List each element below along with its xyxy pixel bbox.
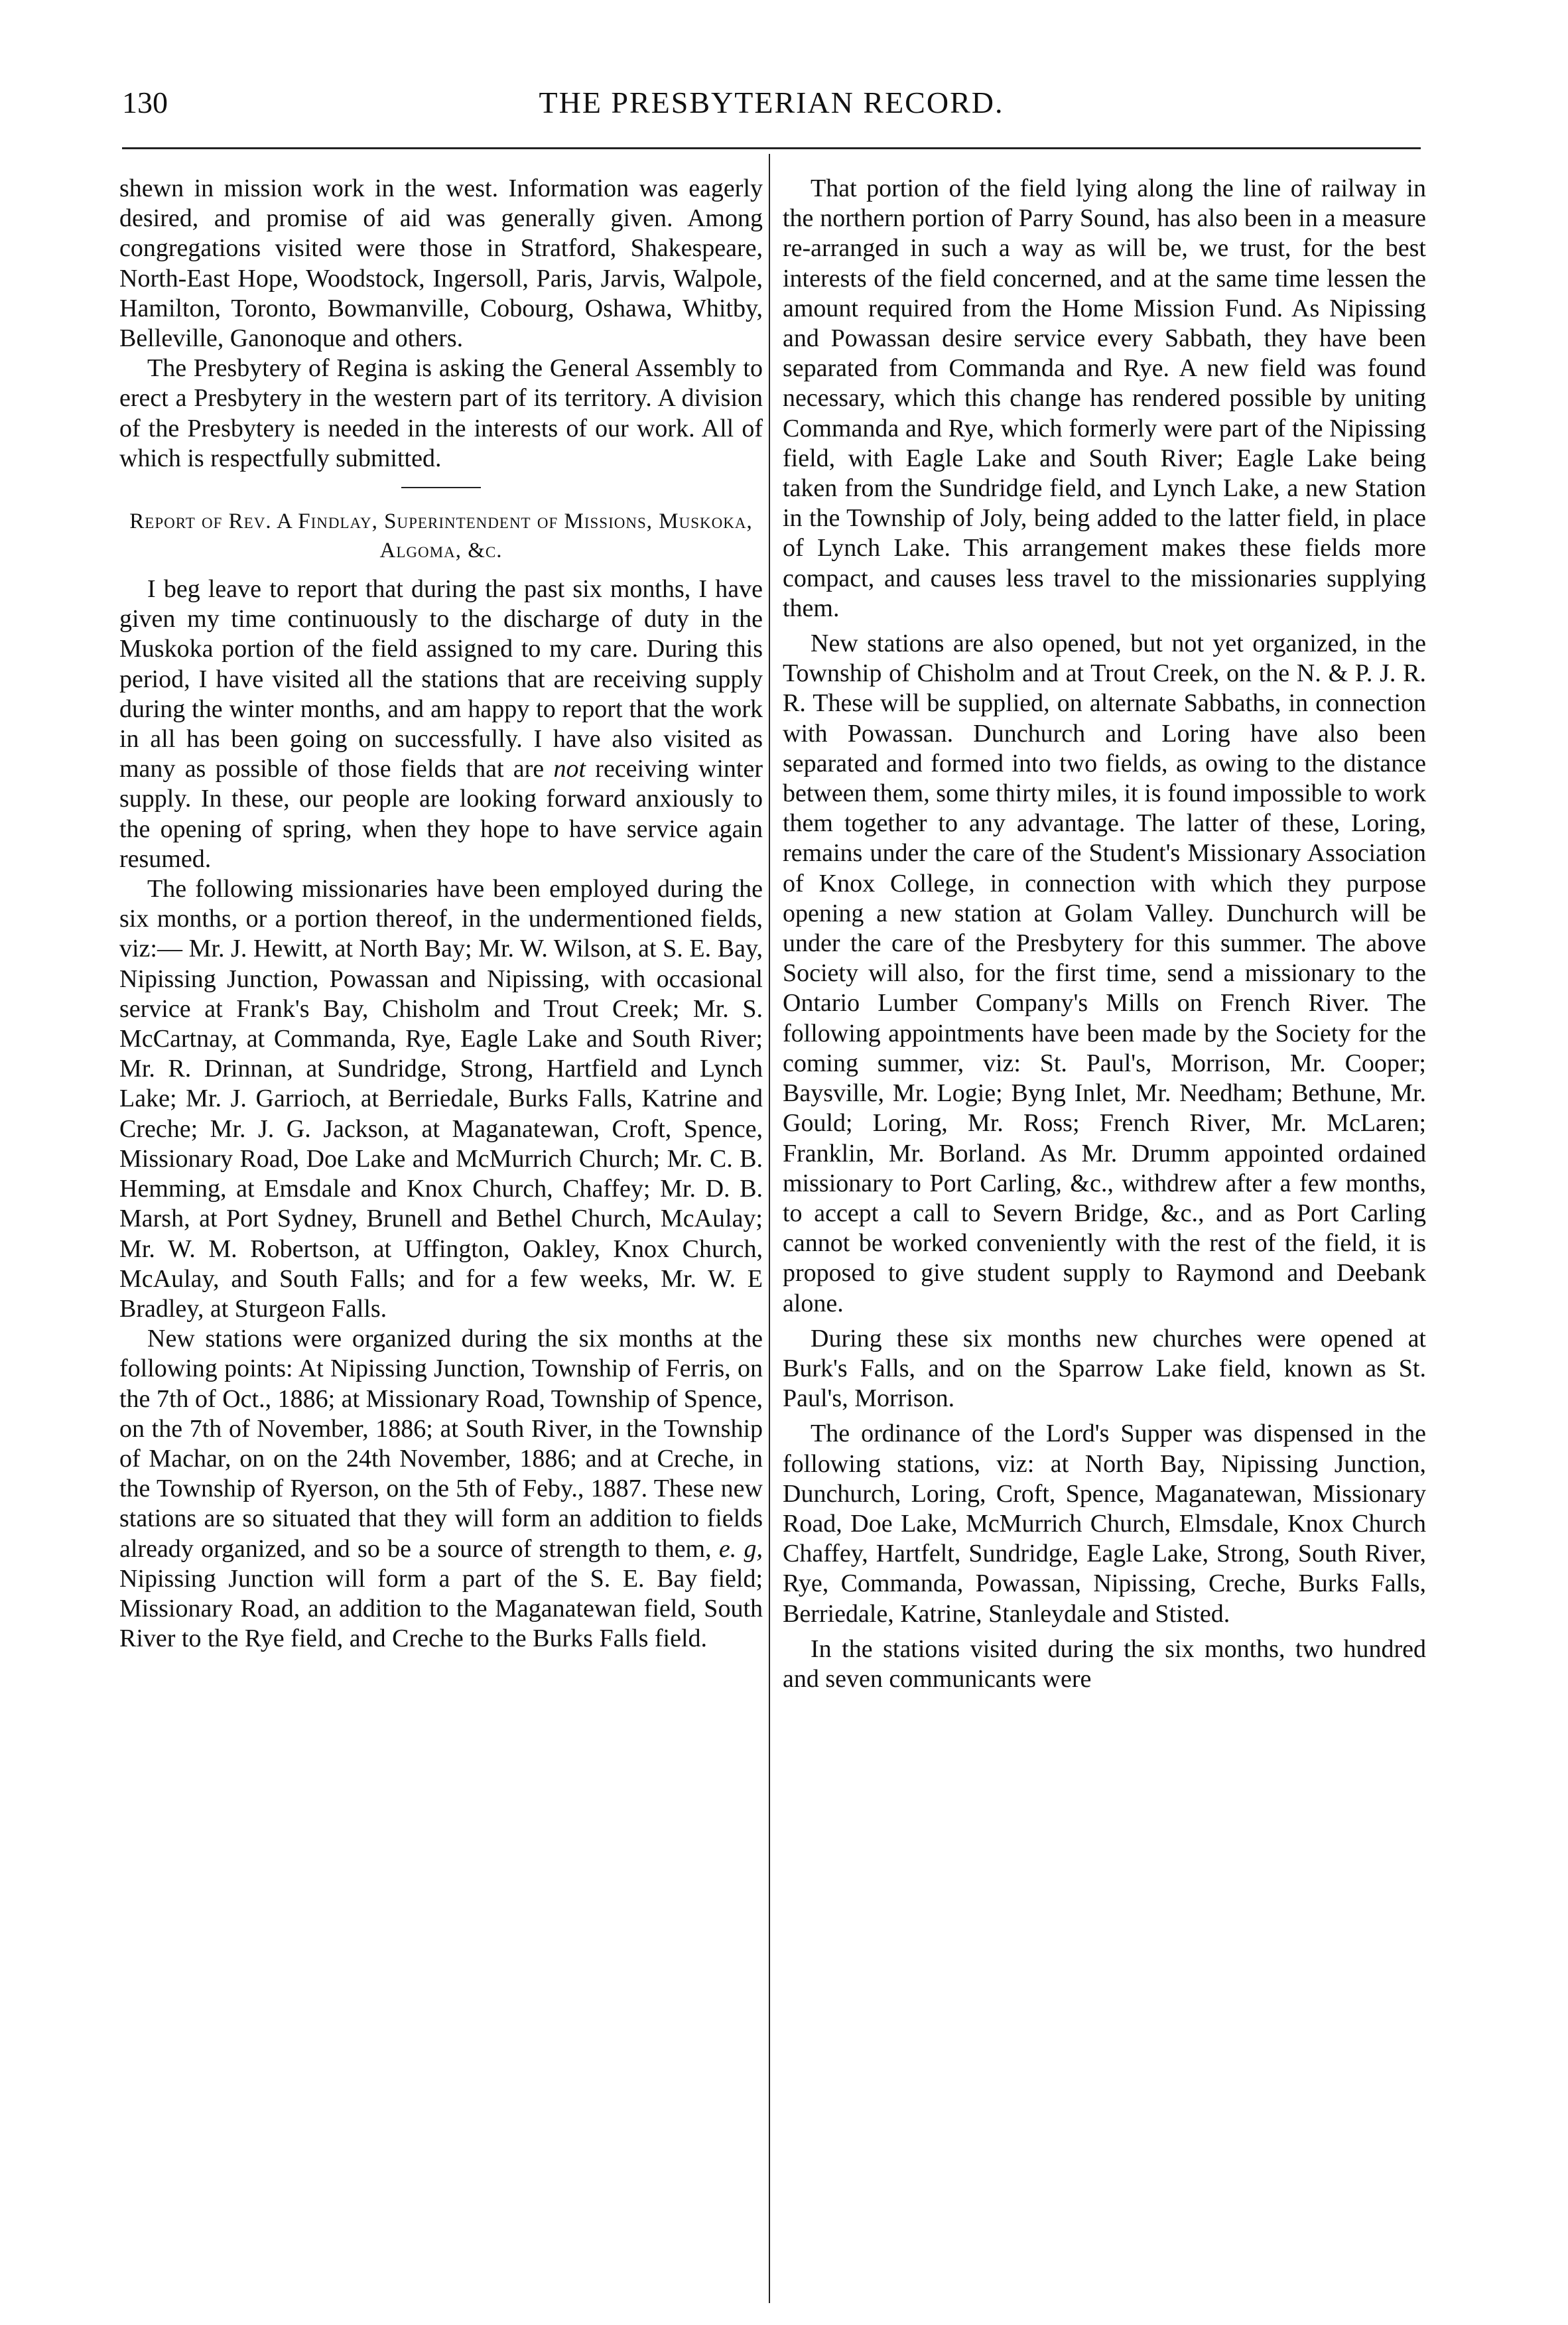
paragraph: During these six months new churches were opened at Burk's Falls, and on the Sparrow Lake field, known as St. Paul's, Morrison. xyxy=(783,1324,1426,1413)
paragraph-text: receiving winter supply. In these, our people are looking forward anxiously to the opening of spring, when they hope to have service again resumed. xyxy=(119,755,763,873)
header-rule xyxy=(122,147,1421,149)
paragraph: The ordinance of the Lord's Supper was dispensed in the following stations, viz: at North Bay, Nipissing Junction, Dunchurch, Loring, Croft, Spence, Maganatewan, Missionary Road, Doe Lake, McMurrich Church, Elmsdale, Knox Church Chaffey, Hartfelt, Sundridge, Eagle Lake, Strong, South River, Rye, Commanda, Powassan, Nipissing, Creche, Burks Falls, Berriedale, Katrine, Stanleydale and Stisted. xyxy=(783,1420,1426,1628)
paragraph xyxy=(119,574,763,874)
column-divider xyxy=(769,154,770,2303)
paragraph: New stations are also opened, but not yet organized, in the Township of Chisholm and at Trout Creek, on the N. & P. J. R. R. These will be supplied, on alternate Sabbaths, in connection with Powassan. Dunchurch and Loring have also been separated and formed into two fields, as owing to the distance between them, some thirty miles, it is found impossible to work them together to any advantage. The latter of these, Loring, remains under the care of the Student's Missionary Association of Knox College, in connection with which they purpose opening a new station at Golam Valley. Dunchurch will be under the care of the Presbytery for this summer. The above Society will also, for the first time, send a missionary to the Ontario Lumber Company's Mills on French River. The following appointments have been made by the Society for the coming summer, viz: St. Paul's, Morrison, Mr. Cooper; Baysville, Mr. Logie; Byng Inlet, Mr. Needham; Bethune, Mr. Gould; Loring, Mr. Ross; French River, Mr. McLaren; Franklin, Mr. Borland. As Mr. Drumm appointed ordained missionary to Port Carling, &c., withdrew after a few months, to accept a call to Severn Bridge, &c., and as Port Carling cannot be worked conveniently with the rest of the field, it is proposed to give student supply to Raymond and Deebank alone. xyxy=(783,630,1426,1317)
section-divider xyxy=(401,487,481,488)
paragraph: In the stations visited during the six months, two hundred and seven communicants were xyxy=(783,1634,1426,1693)
section-heading: Report of Rev. A Findlay, Superintendent of Missions, Muskoka, Algoma, &c. xyxy=(129,509,753,563)
paragraph: The following missionaries have been employed during the six months, or a portion thereof, in the undermentioned fields, viz:— Mr. J. Hewitt, at North Bay; Mr. W. Wilson, at S. E. Bay, Nipissing Junction, Powassan and Nipissing, with occasional service at Frank's Bay, Chisholm and Trout Creek; Mr. S. McCartnay, at Commanda, Rye, Eagle Lake and South River; Mr. R. Drinnan, at Sundridge, Strong, Hartfield and Lynch Lake; Mr. J. Garrioch, at Berriedale, Burks Falls, Katrine and Creche; Mr. J. G. Jackson, at Maganatewan, Croft, Spence, Missionary Road, Doe Lake and McMurrich Church; Mr. C. B. Hemming, at Emsdale and Knox Church, Chaffey; Mr. D. B. Marsh, at Port Sydney, Brunell and Bethel Church, McAulay; Mr. W. M. Robertson, at Uffington, Oakley, Knox Church, McAulay, and South Falls; and for a few weeks, Mr. W. E Bradley, at Sturgeon Falls. xyxy=(119,875,763,1323)
paragraph-text: I beg leave to report that during the past six months, I have given my time continuously to the discharge of duty in the Muskoka portion of the field assigned to my care. During this period, I have visited all the stations that are receiving supply during the winter months, and am happy to report that the work in all has been going on successfully. I have also visited as many as possible of those fields that are xyxy=(119,575,763,783)
right-column xyxy=(783,174,1426,1694)
left-column xyxy=(119,174,763,1654)
running-title: THE PRESBYTERIAN RECORD. xyxy=(539,86,1004,119)
paragraph: shewn in mission work in the west. Information was eagerly desired, and promise of aid was generally given. Among congregations visited were those in Stratford, Shakespeare, North-East Hope, Woodstock, Ingersoll, Paris, Jarvis, Walpole, Hamilton, Toronto, Bowmanville, Cobourg, Oshawa, Whitby, Belleville, Ganonoque and others. xyxy=(119,174,763,353)
paragraph-text: New stations were organized during the six months at the following points: At Nipissing Junction, Township of Ferris, on the 7th of Oct., 1886; at Missionary Road, Township of Spence, on the 7th of November, 1886; at South River, in the Township of Machar, on on the 24th November, 1886; and at Creche, in the Township of Ryerson, on the 5th of Feby., 1887. These new stations are so situated that they will form an addition to fields already organized, and so be a source of strength to them, xyxy=(119,1325,763,1563)
paragraph: That portion of the field lying along the line of railway in the northern portion of Parry Sound, has also been in a measure re-arranged in such a way as will be, we trust, for the best interests of the field concerned, and at the same time lessen the amount required from the Home Mission Fund. As Nipissing and Powassan desire service every Sabbath, they have been separated from Commanda and Rye. A new field was found necessary, which this change has rendered possible by uniting Commanda and Rye, which formerly were part of the Nipissing field, with Eagle Lake and South River; Eagle Lake being taken from the Sundridge field, and Lynch Lake, a new Station in the Township of Joly, being added to the latter field, in place of Lynch Lake. This arrangement makes these fields more compact, and causes less travel to the missionaries supplying them. xyxy=(783,174,1426,622)
paragraph: The Presbytery of Regina is asking the General Assembly to erect a Presbytery in the western part of its territory. A division of the Presbytery is needed in the interests of our work. All of which is respectfully submitted. xyxy=(119,354,763,472)
page-number: 130 xyxy=(122,86,168,119)
paragraph xyxy=(119,1324,763,1654)
emphasis: not xyxy=(553,755,586,783)
paragraph-text: Nipissing Junction will form a part of the S. E. Bay field; Missionary Road, an addition to the Maganatewan field, South River to the Rye field, and Creche to the Burks Falls field. xyxy=(119,1564,763,1653)
page-header xyxy=(122,85,1421,131)
emphasis: e. g, xyxy=(718,1534,763,1563)
